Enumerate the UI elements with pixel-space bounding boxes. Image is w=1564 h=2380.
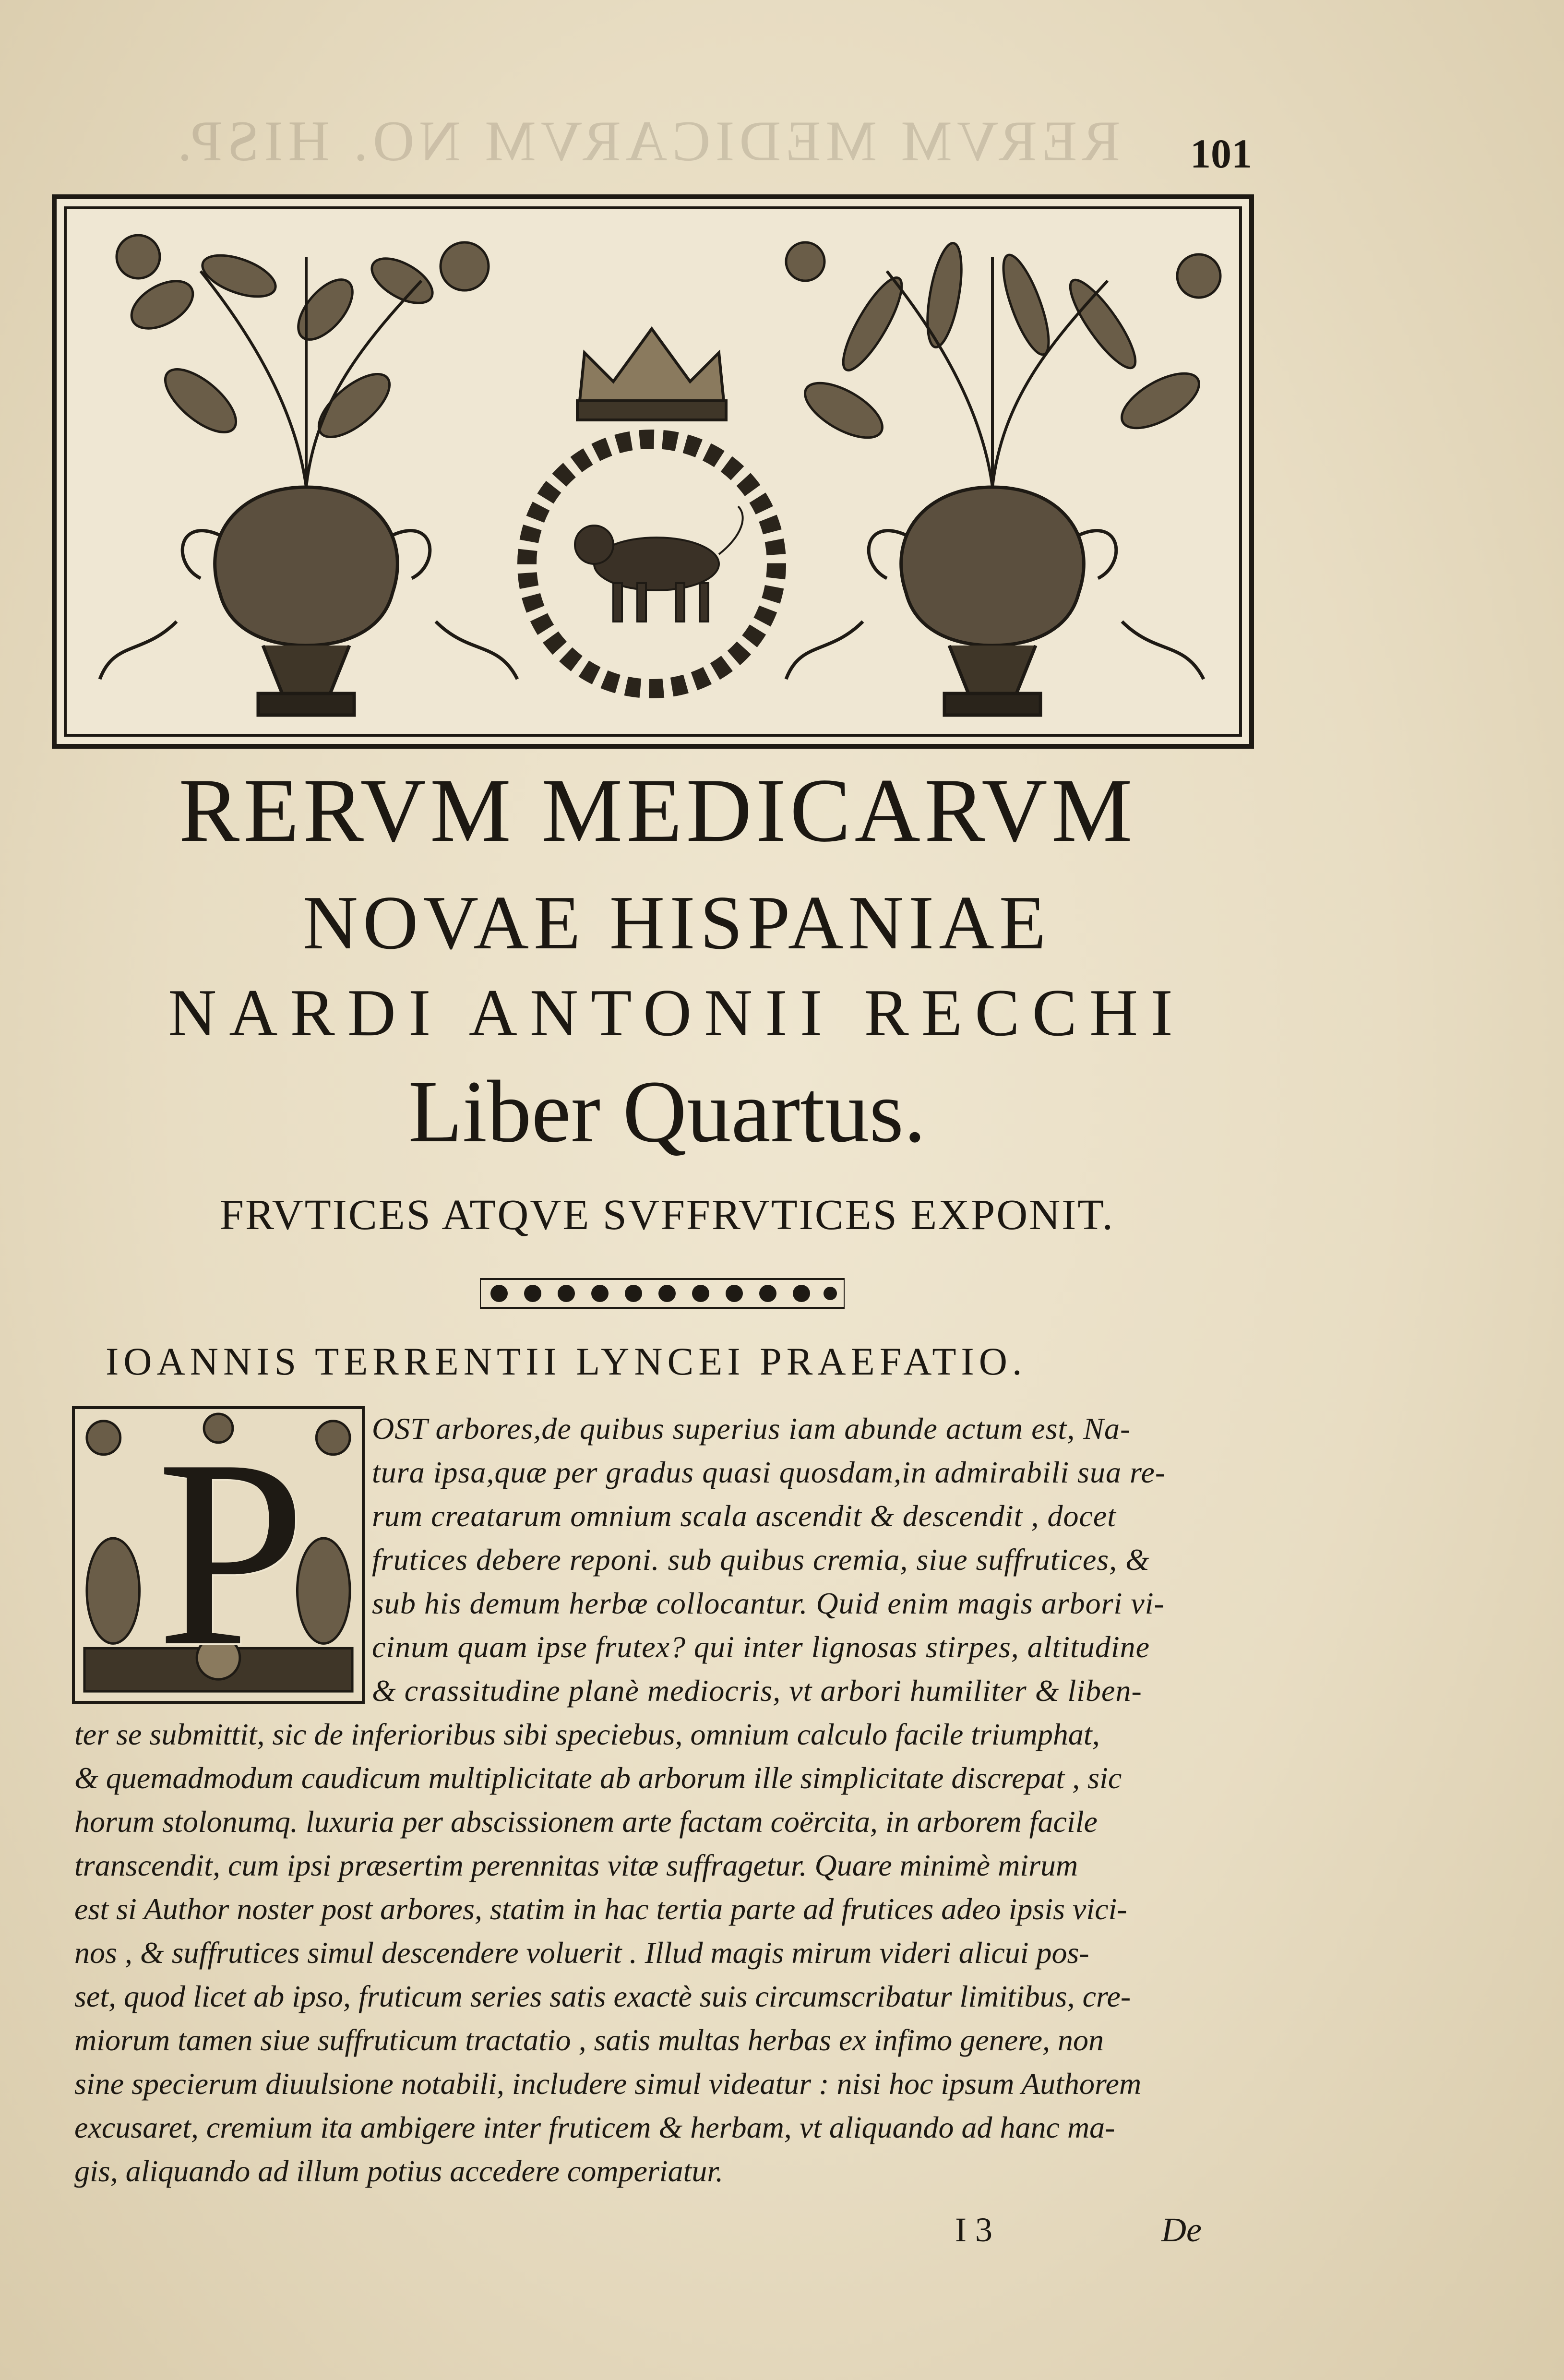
body-line: & crassitudine planè mediocris, vt arbori humiliter & liben- (372, 1674, 1142, 1708)
title-line-3: NARDI ANTONII RECCHI (168, 976, 1185, 1050)
body-line: tura ipsa,quæ per gradus quasi quosdam,in admirabili sua re- (372, 1455, 1166, 1489)
page-number: 101 (1190, 131, 1252, 177)
body-line: excusaret, cremium ita ambigere inter fruticem & herbam, vt aliquando ad hanc ma- (74, 2110, 1115, 2144)
title-line-5: FRVTICES ATQVE SVFFRVTICES EXPONIT. (219, 1191, 1115, 1239)
body-line: frutices debere reponi. sub quibus cremia, siue suffrutices, & (372, 1543, 1150, 1577)
body-line: horum stolonumq. luxuria per abscissionem arte factam coërcita, in arborem facile (74, 1805, 1098, 1839)
fleuron-ornament (480, 1277, 845, 1310)
title-line-1: RERVM MEDICARVM (179, 760, 1136, 861)
body-line: transcendit, cum ipsi præsertim perennitas vitæ suffragetur. Quare minimè mirum (74, 1848, 1078, 1882)
floral-vase-illustration (57, 199, 1249, 744)
body-line: sine specierum diuulsione notabili, includere simul videatur : nisi hoc ipsum Authorem (74, 2067, 1142, 2101)
decorated-initial (72, 1406, 365, 1704)
body-line: sub his demum herbæ collocantur. Quid enim magis arbori vi- (372, 1586, 1165, 1620)
body-line: gis, aliquando ad illum potius accedere comperiatur. (74, 2154, 724, 2188)
woodcut-headpiece (52, 194, 1254, 749)
body-line: rum creatarum omnium scala ascendit & descendit , docet (372, 1499, 1117, 1533)
body-line: nos , & suffrutices simul descendere voluerit . Illud magis mirum videri alicui pos- (74, 1936, 1089, 1970)
signature-mark: I 3 (955, 2211, 992, 2249)
body-line: miorum tamen siue suffruticum tractatio , satis multas herbas ex infimo genere, non (74, 2023, 1104, 2057)
initial-letter: P (156, 1404, 306, 1702)
body-line: cinum quam ipse frutex? qui inter lignosas stirpes, altitudine (372, 1630, 1150, 1664)
preface-heading: IOANNIS TERRENTII LYNCEI PRAEFATIO. (106, 1339, 1027, 1383)
title-line-4: Liber Quartus. (408, 1063, 926, 1161)
show-through-running-head: RERVM MEDICARVM NO. HISP. (173, 109, 1121, 173)
body-line: OST arbores,de quibus superius iam abunde actum est, Na- (372, 1411, 1131, 1446)
body-line: set, quod licet ab ipso, fruticum series satis exactè suis circumscribatur limitibus, cre- (74, 1979, 1131, 2013)
body-line: & quemadmodum caudicum multiplicitate ab arborum ille simplicitate discrepat , sic (74, 1761, 1122, 1795)
body-line: ter se submittit, sic de inferioribus sibi speciebus, omnium calculo facile triumphat, (74, 1717, 1100, 1751)
catchword: De (1161, 2211, 1202, 2249)
title-line-2: NOVAE HISPANIAE (302, 880, 1051, 965)
body-line: est si Author noster post arbores, statim in hac tertia parte ad frutices adeo ipsis vici- (74, 1892, 1127, 1926)
